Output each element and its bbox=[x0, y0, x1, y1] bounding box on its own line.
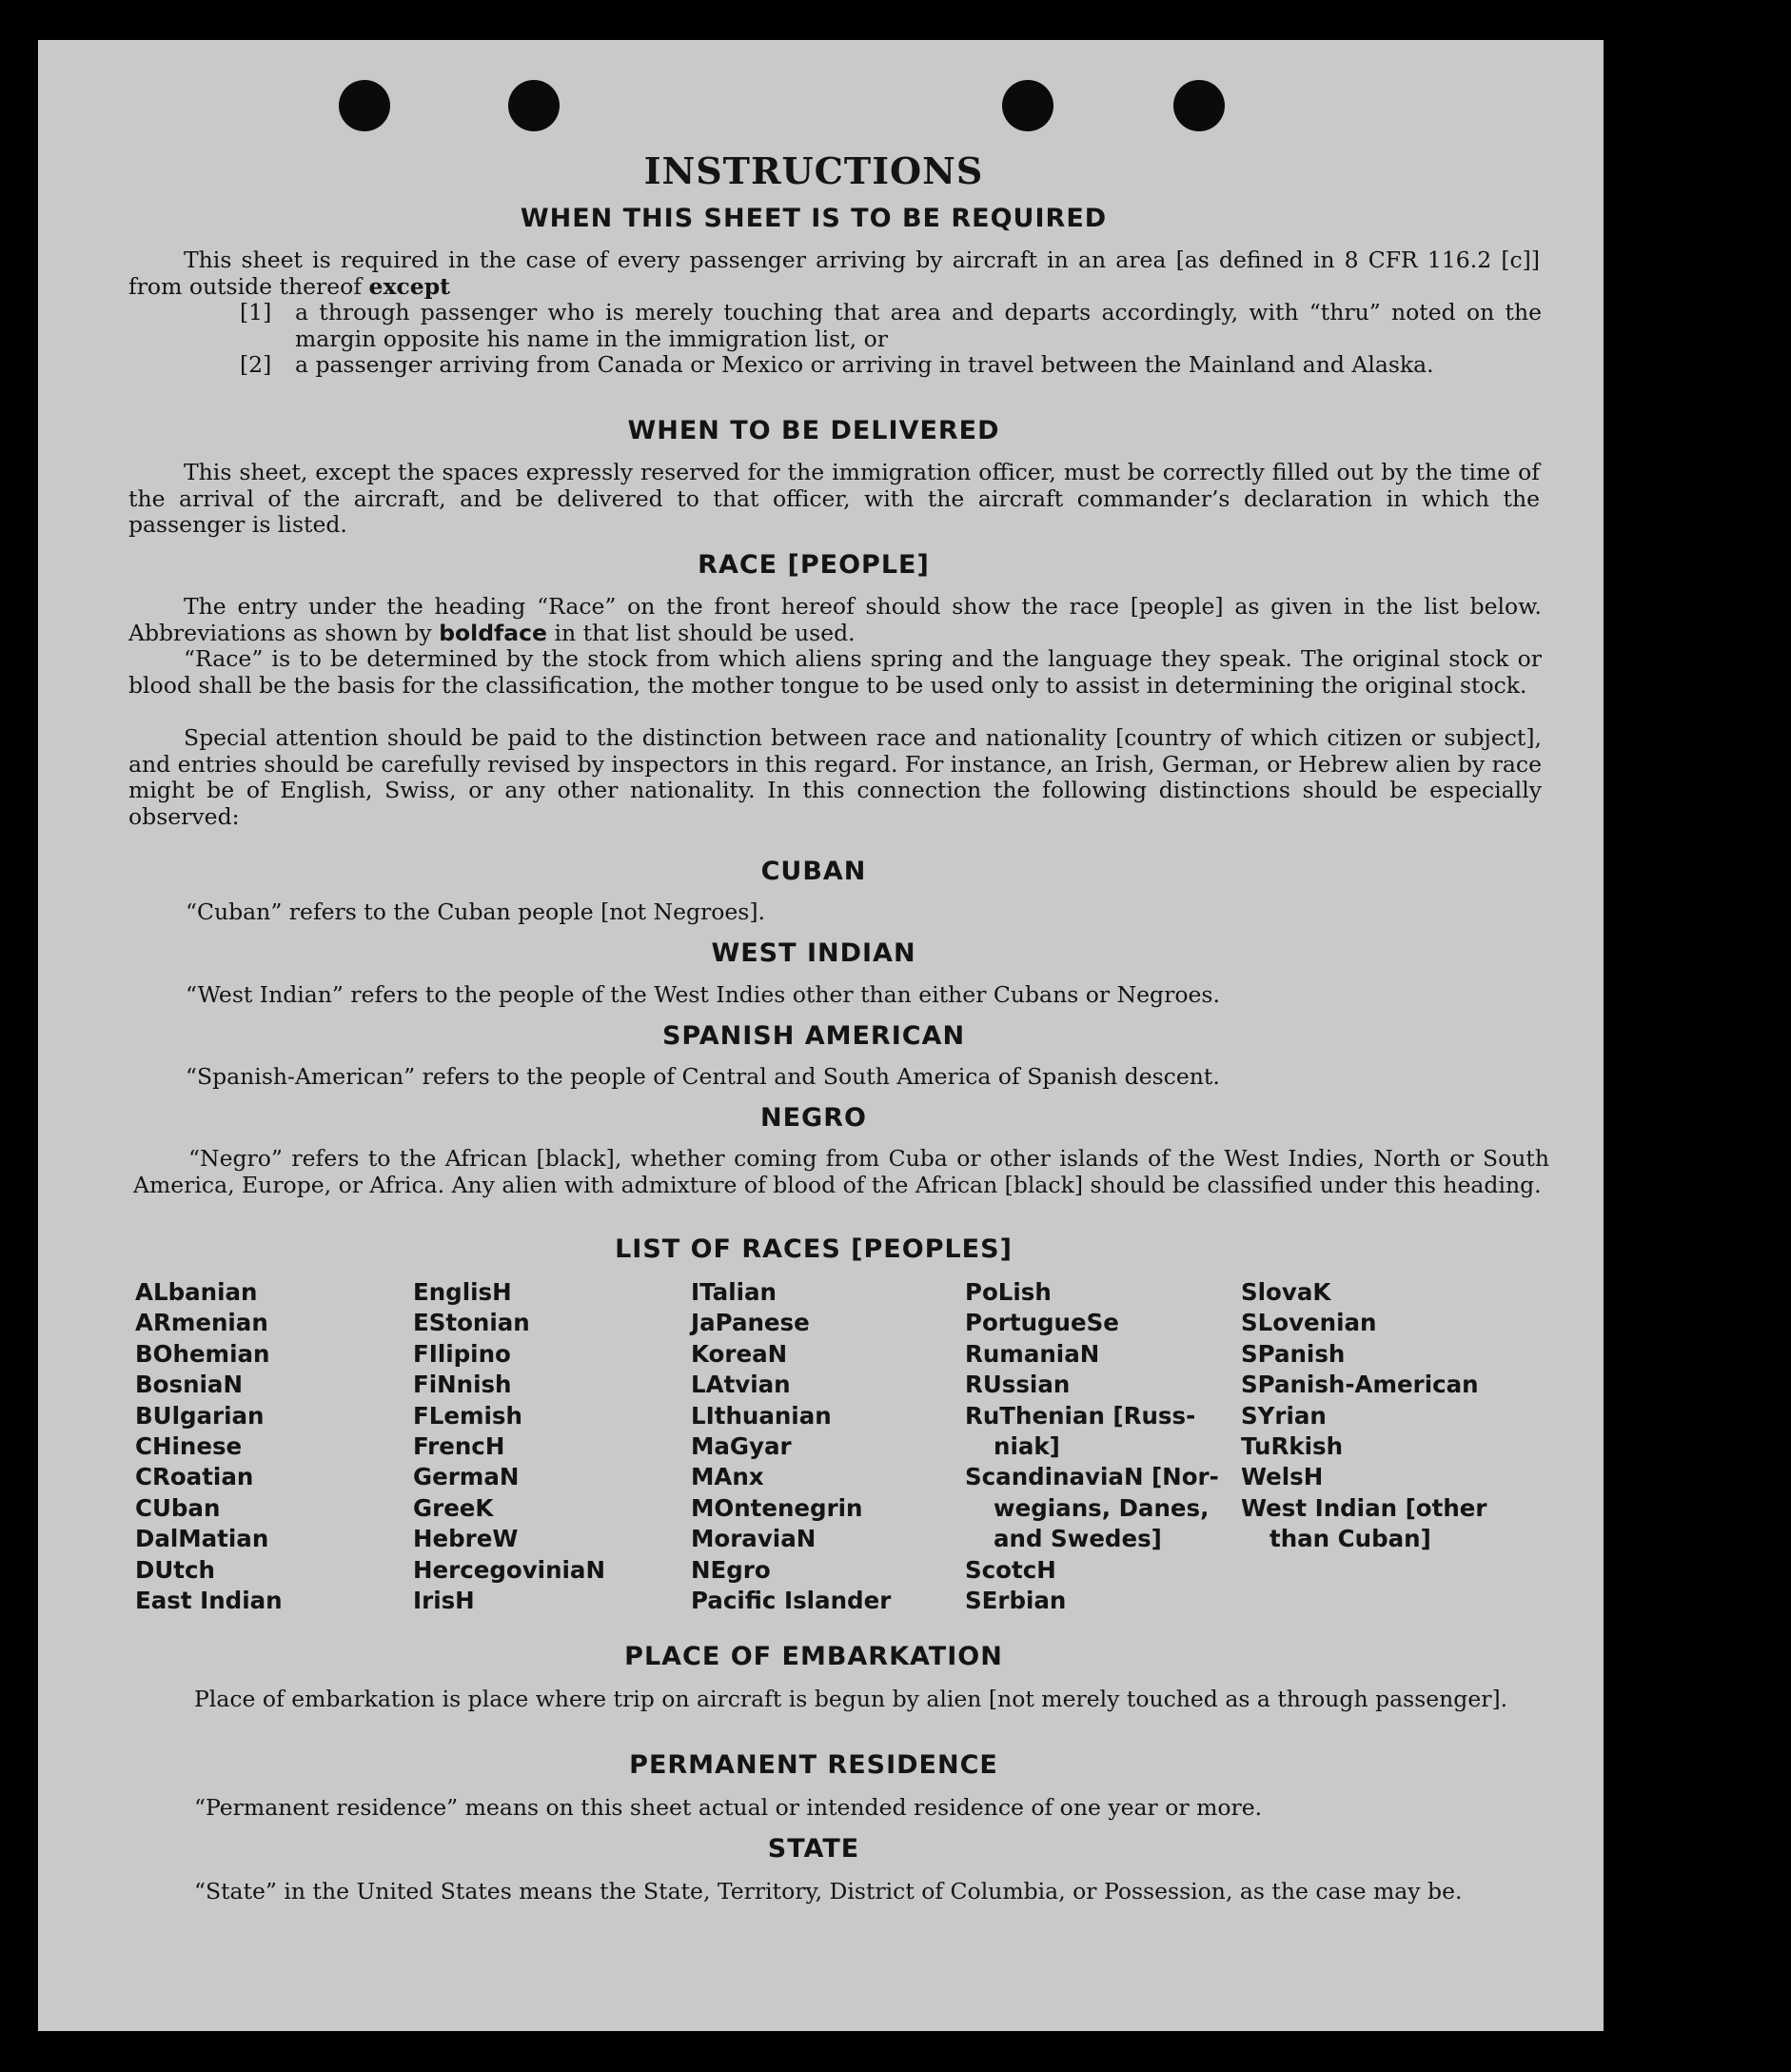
race-item: West Indian [other bbox=[1241, 1493, 1487, 1522]
race-item: SlovaK bbox=[1241, 1278, 1331, 1306]
race-item: WelsH bbox=[1241, 1463, 1324, 1491]
race-item: NEgro bbox=[691, 1555, 771, 1584]
race-item: SPanish-American bbox=[1241, 1371, 1479, 1399]
race-item: BOhemian bbox=[135, 1339, 270, 1368]
races-column-5 bbox=[1241, 1277, 1486, 1555]
race-item: MaGyar bbox=[691, 1432, 792, 1461]
embarkation-text: Place of embarkation is place where trip on aircraft is begun by alien [not merely touched as a through passenger]. bbox=[194, 1686, 1508, 1712]
race-item: EStonian bbox=[413, 1309, 530, 1337]
race-item: IrisH bbox=[413, 1587, 475, 1615]
race-item: RUssian bbox=[965, 1371, 1071, 1399]
race-item: DUtch bbox=[135, 1555, 215, 1584]
race-item: RuThenian [Russ- bbox=[965, 1401, 1196, 1430]
race-item: BosniaN bbox=[135, 1371, 243, 1399]
required-item-1: [1] a through passenger who is merely touching that area and departs accordingly, with “thru” noted on the margin opposite his name in the immigration list, or bbox=[240, 299, 1542, 352]
race-item: FrencH bbox=[413, 1432, 505, 1461]
heading-delivered: WHEN TO BE DELIVERED bbox=[627, 416, 1000, 445]
race-item: SPanish bbox=[1241, 1339, 1346, 1368]
race-item: HercegoviniaN bbox=[413, 1555, 605, 1584]
race-item: CUban bbox=[135, 1493, 221, 1522]
required-item-2: [2] a passenger arriving from Canada or Mexico or arriving in travel between the Mainland and Alaska. bbox=[240, 351, 1434, 378]
race-item: SErbian bbox=[965, 1587, 1067, 1615]
heading-state: STATE bbox=[767, 1834, 860, 1864]
race-item: CRoatian bbox=[135, 1463, 254, 1491]
races-column-1 bbox=[135, 1277, 283, 1616]
race-paragraph-2: “Race” is to be determined by the stock from which aliens spring and the language they speak. The original stock or blood shall be the basis for the classification, the mother tongue to be used only to assist in determining the original stock. bbox=[128, 645, 1542, 699]
race-item: DalMatian bbox=[135, 1525, 269, 1553]
race-paragraph-3: Special attention should be paid to the distinction between race and nationality [country of which citizen or subject], and entries should be carefully revised by inspectors in this regard. For instance, an Irish, German, or Hebrew alien by race might be of English, Swiss, or any other nationality. In this connection the following distinctions should be especially observed: bbox=[128, 724, 1542, 830]
cuban-text: “Cuban” refers to the Cuban people [not Negroes]. bbox=[186, 898, 766, 925]
race-item: RumaniaN bbox=[965, 1339, 1100, 1368]
race-item: BUlgarian bbox=[135, 1401, 265, 1430]
race-item: PoLish bbox=[965, 1278, 1052, 1306]
race-item: ScandinaviaN [Nor- bbox=[965, 1463, 1219, 1491]
race-item: LAtvian bbox=[691, 1371, 791, 1399]
race-item: ARmenian bbox=[135, 1309, 268, 1337]
race-item: EnglisH bbox=[413, 1278, 512, 1306]
document-sheet bbox=[38, 40, 1604, 2031]
race-item: TuRkish bbox=[1241, 1432, 1344, 1461]
race-item: ITalian bbox=[691, 1278, 777, 1306]
spanish-american-text: “Spanish-American” refers to the people of Central and South America of Spanish descent. bbox=[186, 1063, 1220, 1090]
heading-cuban: CUBAN bbox=[760, 857, 867, 886]
required-intro: This sheet is required in the case of every passenger arriving by aircraft in an area [as defined in 8 CFR 116.2 [c]] from outside thereof except bbox=[128, 247, 1540, 300]
heading-permanent-residence: PERMANENT RESIDENCE bbox=[629, 1750, 998, 1780]
heading-negro: NEGRO bbox=[760, 1103, 867, 1133]
race-item: SYrian bbox=[1241, 1401, 1327, 1430]
heading-west-indian: WEST INDIAN bbox=[711, 938, 916, 968]
page-title: INSTRUCTIONS bbox=[643, 149, 984, 192]
race-item: MAnx bbox=[691, 1463, 764, 1491]
heading-required: WHEN THIS SHEET IS TO BE REQUIRED bbox=[520, 204, 1108, 233]
race-item: CHinese bbox=[135, 1432, 243, 1461]
race-item: SLovenian bbox=[1241, 1309, 1377, 1337]
race-item-continuation: wegians, Danes, bbox=[994, 1493, 1210, 1522]
race-item: FLemish bbox=[413, 1401, 522, 1430]
race-item: East Indian bbox=[135, 1587, 283, 1615]
race-item: LIthuanian bbox=[691, 1401, 832, 1430]
heading-spanish-american: SPANISH AMERICAN bbox=[661, 1021, 966, 1051]
race-item: PortugueSe bbox=[965, 1309, 1119, 1337]
punch-hole bbox=[1002, 80, 1053, 131]
race-item: KoreaN bbox=[691, 1339, 788, 1368]
races-column-4 bbox=[965, 1277, 1219, 1616]
race-item: GermaN bbox=[413, 1463, 520, 1491]
heading-list-of-races: LIST OF RACES [PEOPLES] bbox=[615, 1234, 1013, 1264]
race-item: HebreW bbox=[413, 1525, 519, 1553]
punch-hole bbox=[1173, 80, 1225, 131]
punch-hole bbox=[339, 80, 390, 131]
race-item-continuation: and Swedes] bbox=[994, 1525, 1162, 1553]
race-item: JaPanese bbox=[691, 1309, 810, 1337]
west-indian-text: “West Indian” refers to the people of the West Indies other than either Cubans or Negroes. bbox=[186, 981, 1220, 1008]
punch-hole bbox=[508, 80, 560, 131]
race-item: FIlipino bbox=[413, 1339, 511, 1368]
race-item: MOntenegrin bbox=[691, 1493, 863, 1522]
races-column-2 bbox=[413, 1277, 605, 1616]
negro-text: “Negro” refers to the African [black], whether coming from Cuba or other islands of the West Indies, North or South America, Europe, or Africa. Any alien with admixture of blood of the African [black] should be classified under this heading. bbox=[133, 1145, 1549, 1198]
race-item: FiNnish bbox=[413, 1371, 512, 1399]
race-item-continuation: niak] bbox=[994, 1432, 1060, 1461]
delivered-text: This sheet, except the spaces expressly reserved for the immigration officer, must be correctly filled out by the time of the arrival of the aircraft, and be delivered to that officer, with the aircraft commander’s declaration in which the passenger is listed. bbox=[128, 459, 1540, 538]
state-text: “State” in the United States means the State, Territory, District of Columbia, or Possession, as the case may be. bbox=[194, 1878, 1463, 1904]
race-item: GreeK bbox=[413, 1493, 494, 1522]
race-item: Pacific Islander bbox=[691, 1587, 892, 1615]
race-item: ScotcH bbox=[965, 1555, 1056, 1584]
race-paragraph-1: The entry under the heading “Race” on the front hereof should show the race [people] as given in the list below. Abbreviations as shown by boldface in that list should be used. bbox=[128, 593, 1542, 646]
heading-race: RACE [PEOPLE] bbox=[698, 550, 930, 580]
heading-embarkation: PLACE OF EMBARKATION bbox=[624, 1642, 1003, 1671]
residence-text: “Permanent residence” means on this sheet actual or intended residence of one year or more. bbox=[194, 1794, 1263, 1821]
race-item: ALbanian bbox=[135, 1278, 258, 1306]
race-item: MoraviaN bbox=[691, 1525, 817, 1553]
race-item-continuation: than Cuban] bbox=[1269, 1525, 1431, 1553]
races-column-3 bbox=[691, 1277, 891, 1616]
